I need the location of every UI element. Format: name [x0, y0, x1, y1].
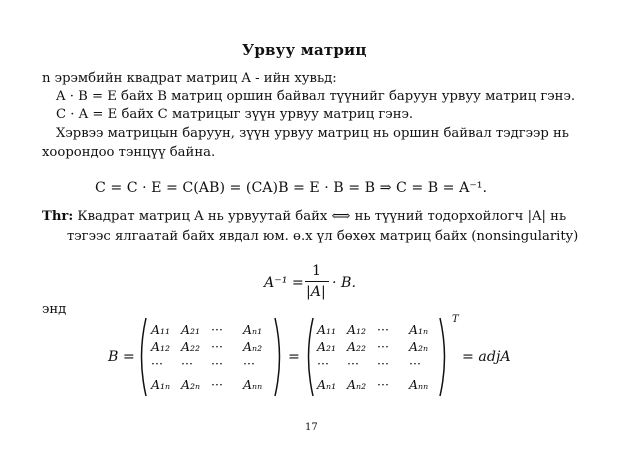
matrix-cell: A₁ₙ	[151, 377, 171, 392]
matrix-equals: =	[288, 349, 300, 365]
text-line-left-inverse: C · A = E байх C матрицыг зүүн урвуу матриц гэнэ.	[56, 107, 414, 122]
transpose-superscript: T	[452, 314, 459, 325]
fraction-denominator: |A|	[306, 284, 326, 300]
left-matrix-open-paren	[136, 316, 148, 398]
matrix-cell: ···	[377, 322, 389, 337]
text-line-order: n эрэмбийн квадрат матриц A - ийн хувьд:	[42, 71, 337, 86]
matrix-cell: A₁₂	[151, 339, 171, 354]
matrix-cell: A₂₂	[347, 339, 367, 354]
matrix-cell: A₁₂	[347, 322, 367, 337]
where-label: энд	[42, 302, 67, 317]
page-title: Урвуу матриц	[242, 41, 367, 59]
page-number: 17	[305, 422, 318, 433]
matrix-cell: Aₙ₂	[347, 377, 367, 392]
adjugate-label: = adjA	[462, 349, 511, 365]
matrix-cell: ···	[347, 356, 359, 371]
matrix-cell: ···	[377, 377, 389, 392]
matrix-cell: ···	[181, 356, 193, 371]
theorem-line-2: тэгээс ялгаатай байх явдал юм. ө.х үл бөхөх матриц байх (nonsingularity)	[67, 229, 579, 244]
theorem-label: Thr:	[42, 209, 74, 224]
matrix-cell: ···	[151, 356, 163, 371]
matrix-cell: ···	[409, 356, 421, 371]
theorem-line	[42, 210, 566, 223]
text-line-if-exist: Хэрвээ матрицын баруун, зүүн урвуу матриц нь оршин байвал тэдгээр нь	[56, 126, 569, 141]
matrix-cell: A₂₁	[317, 339, 337, 354]
inverse-lhs: A⁻¹ =	[264, 275, 304, 291]
matrix-cell: Aₙ₂	[243, 339, 263, 354]
matrix-cell: ···	[243, 356, 255, 371]
matrix-cell: A₁₁	[317, 322, 337, 337]
left-matrix-close-paren	[273, 316, 285, 398]
matrix-cell: ···	[377, 356, 389, 371]
text-line-equal: хоорондоо тэнцүү байна.	[42, 145, 216, 160]
equation-uniqueness: C = C · E = C(AB) = (CA)B = E · B = B ⇒ C = B = A⁻¹.	[95, 180, 487, 196]
matrix-cell: A₂ₙ	[181, 377, 201, 392]
matrix-cell: ···	[377, 339, 389, 354]
matrix-cell: Aₙₙ	[409, 377, 429, 392]
inverse-rhs: · B.	[332, 275, 356, 291]
right-matrix-open-paren	[303, 316, 315, 398]
matrix-cell: ···	[211, 322, 223, 337]
matrix-cell: ···	[211, 377, 223, 392]
matrix-cell: Aₙₙ	[243, 377, 263, 392]
matrix-cell: ···	[211, 339, 223, 354]
text-line-right-inverse: A · B = E байх B матриц оршин байвал түүнийг баруун урвуу матриц гэнэ.	[56, 89, 576, 104]
right-matrix-close-paren	[438, 316, 450, 398]
matrix-cell: A₂₂	[181, 339, 201, 354]
matrix-cell: Aₙ₁	[317, 377, 337, 392]
b-lhs: B =	[108, 349, 135, 365]
matrix-cell: A₁ₙ	[409, 322, 429, 337]
fraction-numerator: 1	[312, 263, 322, 279]
matrix-cell: Aₙ₁	[243, 322, 263, 337]
fraction-bar	[305, 281, 329, 282]
matrix-cell: A₂ₙ	[409, 339, 429, 354]
matrix-cell: A₁₁	[151, 322, 171, 337]
matrix-cell: A₂₁	[181, 322, 201, 337]
theorem-text: Квадрат матриц A нь урвуутай байх ⟺ нь түүний тодорхойлогч |A| нь	[73, 209, 567, 224]
matrix-cell: ···	[317, 356, 329, 371]
matrix-cell: ···	[211, 356, 223, 371]
